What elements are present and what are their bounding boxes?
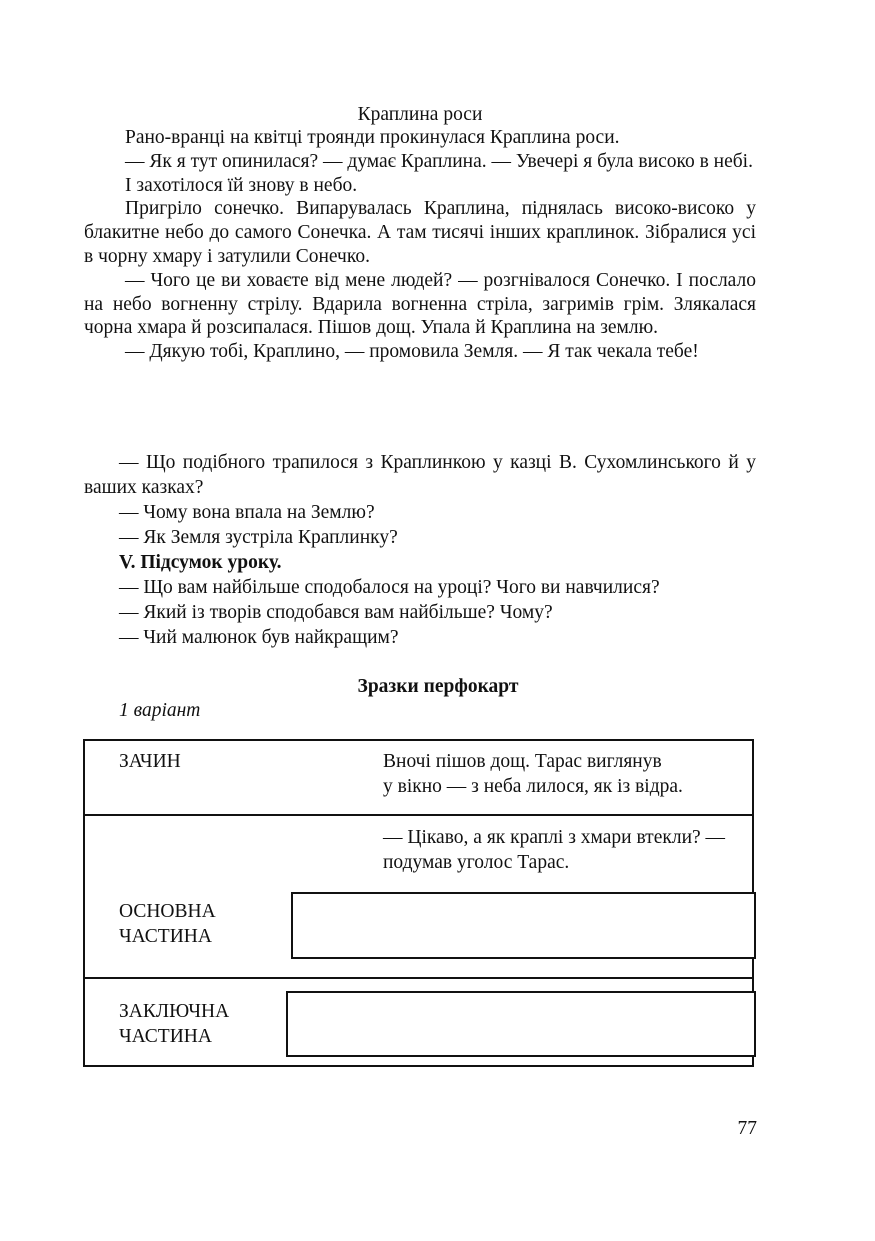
question-item: — Що вам найбільше сподобалося на уроці? Чого ви навчилися? bbox=[119, 577, 660, 598]
story-paragraph: Пригріло сонечко. Випарувалась Краплина, піднялась високо-високо у блакитне небо до самого Сонечка. А там тисячі інших краплинок. Зібралися усі в чорну хмару і затулили Сонечко. bbox=[84, 198, 756, 267]
story-paragraph: І захотілося їй знову в небо. bbox=[125, 174, 358, 196]
intro-label: ЗАЧИН bbox=[119, 751, 181, 772]
summary-heading-text: V. Підсумок уроку. bbox=[119, 552, 282, 573]
page-number: 77 bbox=[737, 1118, 757, 1139]
main-part-answer-box[interactable] bbox=[291, 892, 756, 959]
main-label-line: ОСНОВНА bbox=[119, 901, 216, 922]
samples-title: Зразки перфокарт bbox=[357, 676, 519, 697]
discussion-questions bbox=[84, 450, 756, 650]
main-label-line: ЧАСТИНА bbox=[119, 926, 212, 947]
story-section bbox=[84, 103, 756, 364]
intro-text-line: Вночі пішов дощ. Тарас виглянув bbox=[383, 751, 662, 772]
main-text-line: подумав уголос Тарас. bbox=[383, 852, 570, 873]
question-item: — Чий малюнок був найкращим? bbox=[119, 627, 399, 648]
question-item: — Чому вона впала на Землю? bbox=[119, 502, 375, 523]
question-item: — Що подібного трапилося з Краплинкою у казці В. Сухомлинського й у ваших казках? bbox=[84, 452, 756, 498]
card-divider bbox=[85, 814, 752, 816]
story-paragraph: — Чого це ви ховаєте від мене людей? — розгнівалося Сонечко. І послало на небо вогненну стрілу. Вдарила вогненна стріла, загримів грім. Злякалася чорна хмара й розсипалася. Пішов дощ. Упала й Краплина на землю. bbox=[84, 269, 756, 339]
story-paragraph: — Дякую тобі, Краплино, — промовила Земля. — Я так чекала тебе! bbox=[125, 341, 699, 363]
intro-text-line: у вікно — з неба лилося, як із відра. bbox=[383, 776, 683, 797]
end-label-line: ЗАКЛЮЧНА bbox=[119, 1001, 230, 1022]
final-part-answer-box[interactable] bbox=[286, 991, 756, 1057]
summary-heading bbox=[84, 550, 756, 575]
question-item: — Який із творів сподобався вам найбільше? Чому? bbox=[119, 602, 553, 623]
end-label-line: ЧАСТИНА bbox=[119, 1026, 212, 1047]
main-text-line: — Цікаво, а як краплі з хмари втекли? — bbox=[383, 827, 726, 848]
variant-label: 1 варіант bbox=[119, 700, 201, 721]
story-paragraph: — Як я тут опинилася? — думає Краплина. — Увечері я була високо в небі. bbox=[125, 150, 753, 172]
story-paragraph: Рано-вранці на квітці троянди прокинулася Краплина роси. bbox=[125, 127, 620, 148]
card-divider bbox=[85, 977, 752, 979]
punch-card bbox=[83, 739, 754, 1067]
story-title: Краплина роси bbox=[357, 104, 483, 125]
question-item: — Як Земля зустріла Краплинку? bbox=[119, 527, 398, 548]
